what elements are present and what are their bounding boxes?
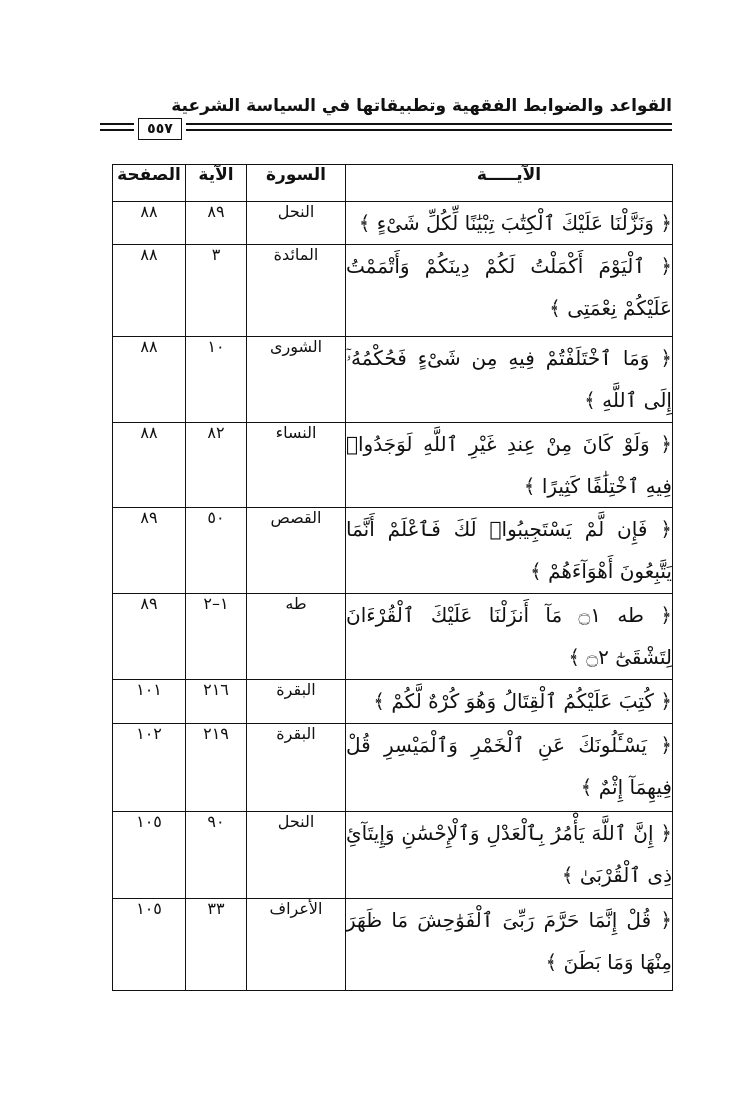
- ayah-cell: ٨٩: [186, 202, 247, 245]
- table-row: [113, 899, 673, 991]
- column-header-page: الصفحة: [113, 165, 186, 202]
- page-cell: ١٠٢: [113, 724, 186, 812]
- ayah-cell: ١–٢: [186, 594, 247, 680]
- table-row: [113, 594, 673, 680]
- surah-cell: النحل: [247, 202, 346, 245]
- ayah-cell: ١٠: [186, 337, 247, 423]
- verse-cell: ﴿ يَسْـَٔلُونَكَ عَنِ ٱلْخَمْرِ وَٱلْمَيْسِرِ قُلْ فِيهِمَآ إِثْمٌ ﴾: [346, 724, 673, 812]
- header-rule: [186, 123, 672, 125]
- verse-cell: ﴿ كُتِبَ عَلَيْكُمُ ٱلْقِتَالُ وَهُوَ كُرْهٌ لَّكُمْ ﴾: [346, 680, 673, 724]
- page-cell: ١٠١: [113, 680, 186, 724]
- surah-cell: الأعراف: [247, 899, 346, 991]
- verse-cell: ﴿ طه ۝١ مَآ أَنزَلْنَا عَلَيْكَ ٱلْقُرْءَانَ لِتَشْقَىٰٓ ۝٢ ﴾: [346, 594, 673, 680]
- table-row: [113, 812, 673, 899]
- page-cell: ٨٨: [113, 202, 186, 245]
- ayah-cell: ٢١٩: [186, 724, 247, 812]
- ayah-cell: ٩٠: [186, 812, 247, 899]
- page-cell: ٨٨: [113, 337, 186, 423]
- ayah-cell: ٥٠: [186, 508, 247, 594]
- surah-cell: البقرة: [247, 680, 346, 724]
- header-rule: [100, 123, 134, 125]
- table-row: [113, 423, 673, 508]
- ayah-cell: ٨٢: [186, 423, 247, 508]
- verse-cell: ﴿ قُلْ إِنَّمَا حَرَّمَ رَبِّىَ ٱلْفَوَٰحِشَ مَا ظَهَرَ مِنْهَا وَمَا بَطَنَ ﴾: [346, 899, 673, 991]
- table-row: [113, 508, 673, 594]
- page-cell: ٨٩: [113, 594, 186, 680]
- page-cell: ٨٩: [113, 508, 186, 594]
- column-header-surah: السورة: [247, 165, 346, 202]
- surah-cell: البقرة: [247, 724, 346, 812]
- ayah-cell: ٣٣: [186, 899, 247, 991]
- table-header-row: [113, 165, 673, 202]
- table-row: [113, 724, 673, 812]
- surah-cell: الشورى: [247, 337, 346, 423]
- page-header: [100, 96, 680, 144]
- table-row: [113, 337, 673, 423]
- surah-cell: النحل: [247, 812, 346, 899]
- column-header-verse: الآيـــــة: [346, 165, 673, 202]
- page-cell: ١٠٥: [113, 899, 186, 991]
- header-rule: [100, 129, 134, 131]
- verse-cell: ﴿ وَنَزَّلْنَا عَلَيْكَ ٱلْكِتَٰبَ تِبْيَٰنًا لِّكُلِّ شَىْءٍ ﴾: [346, 202, 673, 245]
- surah-cell: النساء: [247, 423, 346, 508]
- running-title: القواعد والضوابط الفقهية وتطبيقاتها في السياسة الشرعية: [171, 96, 672, 116]
- page-cell: ٨٨: [113, 245, 186, 337]
- ayah-cell: ٣: [186, 245, 247, 337]
- verse-index-table: [112, 164, 673, 991]
- table-row: [113, 680, 673, 724]
- surah-cell: القصص: [247, 508, 346, 594]
- verse-cell: ﴿ ٱلْيَوْمَ أَكْمَلْتُ لَكُمْ دِينَكُمْ وَأَتْمَمْتُ عَلَيْكُمْ نِعْمَتِى ﴾: [346, 245, 673, 337]
- table-row: [113, 245, 673, 337]
- verse-cell: ﴿ إِنَّ ٱللَّهَ يَأْمُرُ بِٱلْعَدْلِ وَٱلْإِحْسَٰنِ وَإِيتَآئِ ذِى ٱلْقُرْبَىٰ ﴾: [346, 812, 673, 899]
- surah-cell: طه: [247, 594, 346, 680]
- verse-cell: ﴿ فَإِن لَّمْ يَسْتَجِيبُوا۟ لَكَ فَٱعْلَمْ أَنَّمَا يَتَّبِعُونَ أَهْوَآءَهُمْ ﴾: [346, 508, 673, 594]
- column-header-ayah: الآية: [186, 165, 247, 202]
- surah-cell: المائدة: [247, 245, 346, 337]
- verse-cell: ﴿ وَمَا ٱخْتَلَفْتُمْ فِيهِ مِن شَىْءٍ فَحُكْمُهُۥٓ إِلَى ٱللَّهِ ﴾: [346, 337, 673, 423]
- ayah-cell: ٢١٦: [186, 680, 247, 724]
- verse-cell: ﴿ وَلَوْ كَانَ مِنْ عِندِ غَيْرِ ٱللَّهِ لَوَجَدُوا۟ فِيهِ ٱخْتِلَٰفًا كَثِيرًا ﴾: [346, 423, 673, 508]
- header-rule: [186, 129, 672, 131]
- page-number: ٥٥٧: [138, 118, 182, 140]
- page-cell: ٨٨: [113, 423, 186, 508]
- page-cell: ١٠٥: [113, 812, 186, 899]
- table-row: [113, 202, 673, 245]
